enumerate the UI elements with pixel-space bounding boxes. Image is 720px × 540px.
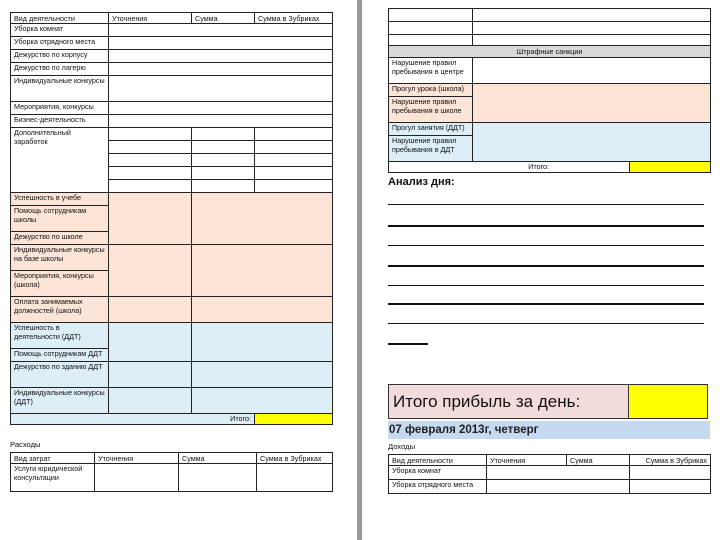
- analysis-line: [388, 245, 704, 246]
- col-details: Уточнения: [95, 453, 179, 464]
- row-cell[interactable]: [192, 128, 255, 141]
- row-cell[interactable]: [109, 50, 333, 63]
- col-sum: Сумма: [567, 455, 630, 466]
- profit-label: Итого прибыль за день:: [393, 392, 581, 411]
- analysis-line: [388, 204, 704, 205]
- row-cell[interactable]: [109, 154, 192, 167]
- row-cell[interactable]: [255, 154, 333, 167]
- row-cell[interactable]: [192, 245, 333, 297]
- row-cell[interactable]: [473, 22, 711, 35]
- penalty-total-value[interactable]: [630, 162, 711, 173]
- row-cell[interactable]: [109, 180, 192, 193]
- income-table: [10, 12, 333, 425]
- row-label: Помощь сотрудникам школы: [11, 206, 109, 232]
- row-cell[interactable]: [109, 245, 192, 297]
- row-cell[interactable]: [473, 35, 711, 46]
- penalties-table: [388, 8, 711, 173]
- row-cell[interactable]: [192, 362, 333, 388]
- col-activity: Вид деятельности: [11, 13, 109, 24]
- row-label: Дополнительный заработок: [11, 128, 109, 193]
- row-label: Помощь сотрудникам ДДТ: [11, 349, 109, 362]
- penalty-label: Нарушение правил пребывания в центре: [389, 58, 473, 84]
- row-cell[interactable]: [473, 84, 711, 123]
- date-label: 07 февраля 2013г, четверг: [389, 424, 539, 436]
- row-cell[interactable]: [109, 102, 333, 115]
- row-label: Оплата занимаемых должностей (школа): [11, 297, 109, 323]
- analysis-line: [388, 225, 704, 227]
- expenses-heading: Расходы: [10, 440, 41, 449]
- row-cell[interactable]: [109, 167, 192, 180]
- row-cell[interactable]: [389, 22, 473, 35]
- row-cell[interactable]: [109, 193, 192, 245]
- col-sum-zubriki: Сумма в Зубриках: [255, 13, 333, 24]
- row-cell[interactable]: [109, 37, 333, 50]
- row-cell[interactable]: [109, 128, 192, 141]
- analysis-line: [388, 323, 704, 324]
- row-label: Мероприятия, конкурсы: [11, 102, 109, 115]
- row-cell[interactable]: [630, 466, 711, 480]
- row-cell[interactable]: [95, 464, 179, 492]
- row-cell[interactable]: [192, 154, 255, 167]
- col-sum: Сумма: [179, 453, 257, 464]
- analysis-heading: Анализ дня:: [388, 176, 455, 188]
- row-cell[interactable]: [630, 480, 711, 494]
- analysis-line: [388, 343, 428, 345]
- row-cell[interactable]: [257, 464, 333, 492]
- row-label: Уборка отрядного места: [11, 37, 109, 50]
- row-label: Мероприятия, конкурсы (школа): [11, 271, 109, 297]
- analysis-line: [388, 303, 704, 305]
- row-label: Уборка комнат: [389, 466, 487, 480]
- row-cell[interactable]: [109, 141, 192, 154]
- row-cell[interactable]: [473, 58, 711, 84]
- row-label: Успешность в учебе: [11, 193, 109, 206]
- row-cell[interactable]: [192, 388, 333, 414]
- analysis-line: [388, 285, 704, 286]
- row-cell[interactable]: [109, 24, 333, 37]
- row-cell[interactable]: [109, 362, 192, 388]
- col-activity: Вид деятельности: [389, 455, 487, 466]
- row-label: Дежурство по школе: [11, 232, 109, 245]
- col-sum-zubriki: Сумма в Зубриках: [257, 453, 333, 464]
- row-cell[interactable]: [109, 63, 333, 76]
- row-cell[interactable]: [192, 193, 333, 245]
- row-cell[interactable]: [389, 9, 473, 22]
- penalties-heading: Штрафные санкции: [389, 46, 711, 58]
- expenses-table: [10, 452, 333, 492]
- penalty-label: Прогул занятия (ДДТ): [389, 123, 473, 136]
- page-divider: [357, 0, 362, 540]
- row-label: Индивидуальные конкурсы на базе школы: [11, 245, 109, 271]
- date-band: [388, 421, 710, 439]
- expense-label: Услуги юридической консультации: [11, 464, 95, 492]
- row-cell[interactable]: [473, 9, 711, 22]
- row-label: Бизнес-деятельность: [11, 115, 109, 128]
- penalty-label: Прогул урока (школа): [389, 84, 473, 97]
- row-cell[interactable]: [255, 180, 333, 193]
- row-cell[interactable]: [192, 167, 255, 180]
- col-details: Уточнения: [487, 455, 567, 466]
- row-cell[interactable]: [192, 323, 333, 362]
- row-cell[interactable]: [487, 466, 630, 480]
- total-label: Итого:: [11, 414, 255, 425]
- row-label: Дежурство по лагерю: [11, 63, 109, 76]
- profit-value[interactable]: [628, 385, 707, 418]
- row-label: Индивидуальные конкурсы (ДДТ): [11, 388, 109, 414]
- profit-banner: [388, 384, 708, 419]
- penalty-label: Нарушение правил пребывания в школе: [389, 97, 473, 123]
- right-income-table: [388, 454, 711, 494]
- row-cell[interactable]: [109, 388, 192, 414]
- row-cell[interactable]: [389, 35, 473, 46]
- total-value[interactable]: [255, 414, 333, 425]
- row-label: Уборка комнат: [11, 24, 109, 37]
- row-label: Успешность в деятельности (ДДТ): [11, 323, 109, 349]
- income-heading: Доходы: [388, 442, 416, 451]
- row-cell[interactable]: [192, 141, 255, 154]
- row-label: Дежурство по корпусу: [11, 50, 109, 63]
- penalty-label: Нарушение правил пребывания в ДДТ: [389, 136, 473, 162]
- row-cell[interactable]: [192, 180, 255, 193]
- col-sum: Сумма: [192, 13, 255, 24]
- row-cell[interactable]: [179, 464, 257, 492]
- row-cell[interactable]: [192, 297, 333, 323]
- penalty-total-label: Итого:: [389, 162, 630, 173]
- row-cell[interactable]: [255, 141, 333, 154]
- row-cell[interactable]: [487, 480, 630, 494]
- row-label: Индивидуальные конкурсы: [11, 76, 109, 102]
- row-cell[interactable]: [255, 167, 333, 180]
- row-label: Дежурство по зданию ДДТ: [11, 362, 109, 388]
- analysis-line: [388, 265, 704, 267]
- row-cell[interactable]: [109, 115, 333, 128]
- col-details: Уточнения: [109, 13, 192, 24]
- row-cell[interactable]: [109, 76, 333, 102]
- row-cell[interactable]: [255, 128, 333, 141]
- col-expense-type: Вид затрат: [11, 453, 95, 464]
- col-sum-zubriki: Сумма в Зубриках: [630, 455, 711, 466]
- row-label: Уборка отрядного места: [389, 480, 487, 494]
- row-cell[interactable]: [109, 297, 192, 323]
- row-cell[interactable]: [109, 323, 192, 362]
- row-cell[interactable]: [473, 123, 711, 162]
